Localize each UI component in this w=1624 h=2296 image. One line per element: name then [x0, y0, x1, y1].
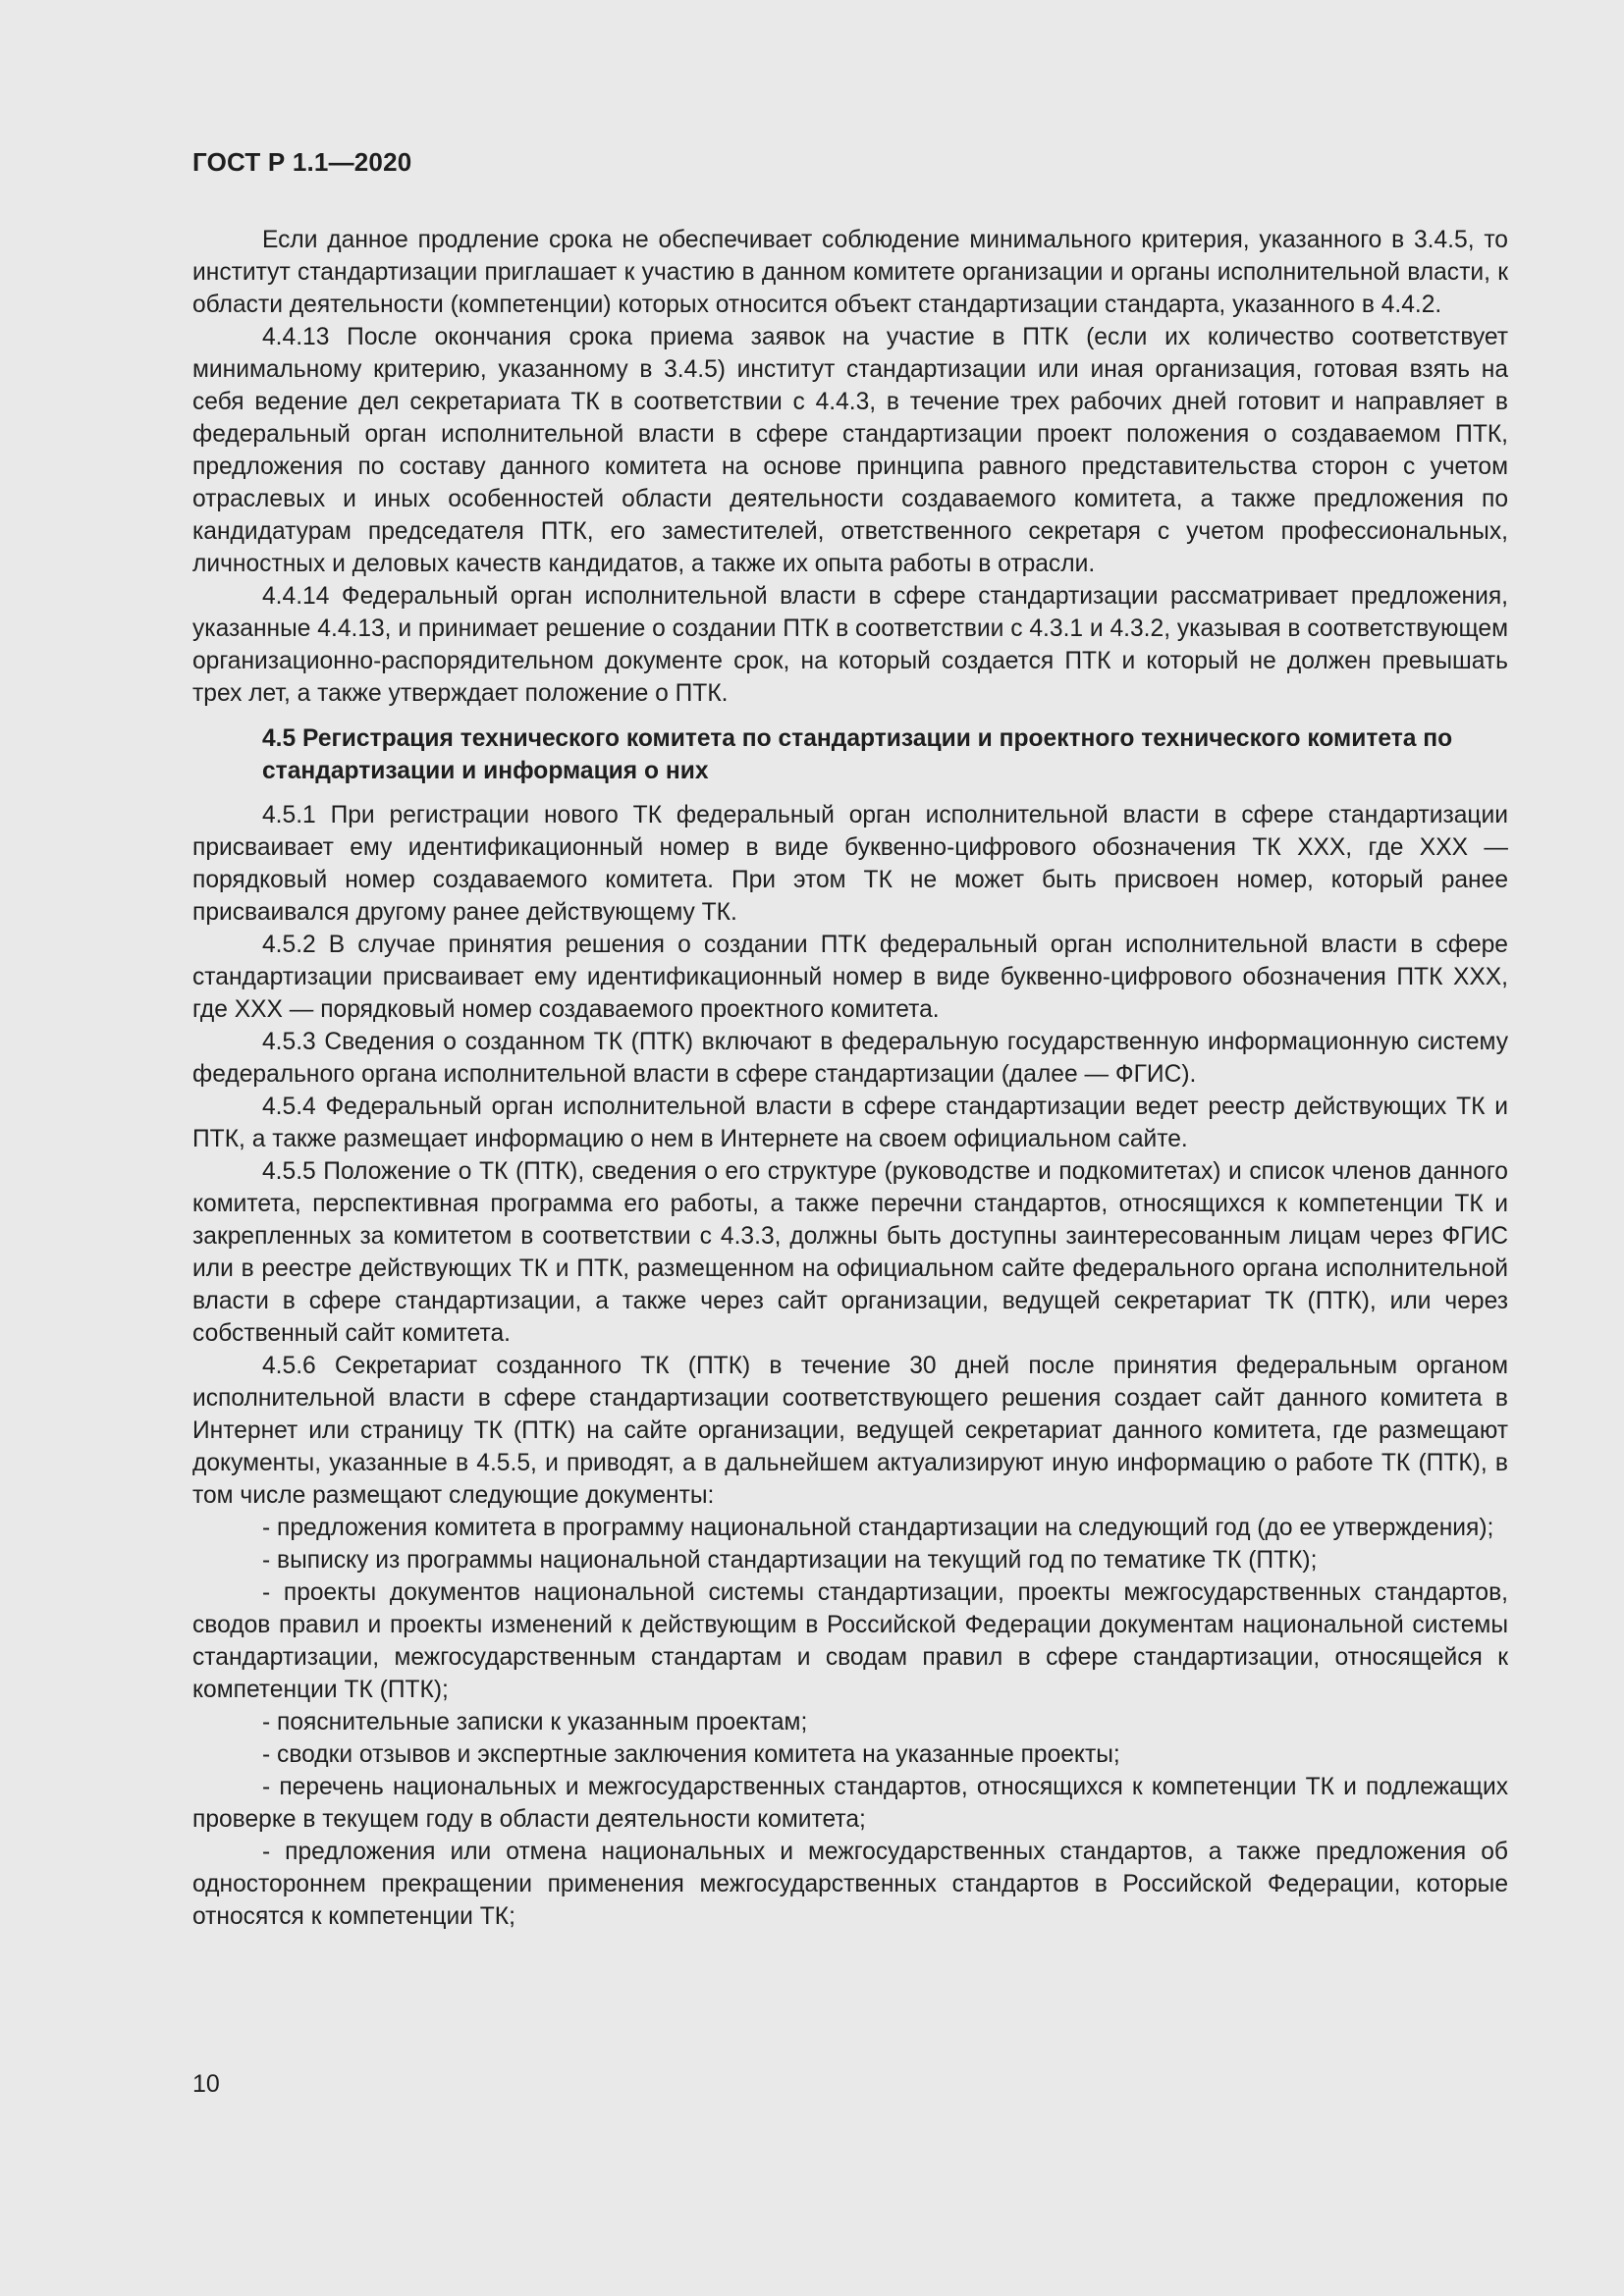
paragraph: 4.5.4 Федеральный орган исполнительной власти в сфере стандартизации ведет реестр действующих ТК и ПТК, а также размещает информацию о нем в Интернете на своем официальном сайте. [192, 1094, 1508, 1152]
paragraph: 4.4.13 После окончания срока приема заявок на участие в ПТК (если их количество соответствует минимальному критерию, указанному в 3.4.5) институт стандартизации или иная организация, готовая взять на себя ведение дел секретариата ТК в соответствии с 4.4.3, в течение трех рабочих дней готовит и направляет в федеральный орган исполнительной власти в сфере стандартизации проект положения о создаваемом ПТК, предложения по составу данного комитета на основе принципа равного представительства сторон с учетом отраслевых и иных особенностей области деятельности создаваемого комитета, а также предложения по кандидатурам председателя ПТК, его заместителей, ответственного секретаря с учетом профессиональных, личностных и деловых качеств кандидатов, а также их опыта работы в отрасли. [192, 324, 1508, 577]
page-number: 10 [192, 2070, 220, 2098]
paragraph: 4.5.3 Сведения о созданном ТК (ПТК) включают в федеральную государственную информационную систему федерального органа исполнительной власти в сфере стандартизации (далее — ФГИС). [192, 1029, 1508, 1088]
paragraph: 4.4.14 Федеральный орган исполнительной власти в сфере стандартизации рассматривает предложения, указанные 4.4.13, и принимает решение о создании ПТК в соответствии с 4.3.1 и 4.3.2, указывая в соответствующем организационно-распорядительном документе срок, на который создается ПТК и который не должен превышать трех лет, а также утверждает положение о ПТК. [192, 583, 1508, 707]
paragraph: 4.5.5 Положение о ТК (ПТК), сведения о его структуре (руководстве и подкомитетах) и список членов данного комитета, перспективная программа его работы, а также перечни стандартов, относящихся к компетенции ТК и закрепленных за комитетом в соответствии с 4.3.3, должны быть доступны заинтересованным лицам через ФГИС или в реестре действующих ТК и ПТК, размещенном на официальном сайте федерального органа исполнительной власти в сфере стандартизации, а также через сайт организации, ведущей секретариат ТК (ПТК), или через собственный сайт комитета. [192, 1158, 1508, 1347]
paragraph: 4.5.6 Секретариат созданного ТК (ПТК) в течение 30 дней после принятия федеральным органом исполнительной власти в сфере стандартизации соответствующего решения создает сайт данного комитета в Интернет или страницу ТК (ПТК) на сайте организации, ведущей секретариат данного комитета, где размещают документы, указанные в 4.5.5, и приводят, а в дальнейшем актуализируют иную информацию о работе ТК (ПТК), в том числе размещают следующие документы: [192, 1353, 1508, 1509]
list-item: - пояснительные записки к указанным проектам; [262, 1709, 808, 1735]
document-body [192, 224, 1508, 1933]
document-header: ГОСТ Р 1.1—2020 [192, 147, 412, 177]
list-item: - перечень национальных и межгосударственных стандартов, относящихся к компетенции ТК и подлежащих проверке в текущем году в области деятельности комитета; [192, 1774, 1508, 1833]
section-heading: 4.5 Регистрация технического комитета по стандартизации и проектного технического комитета по стандартизации и информация о них [262, 725, 1453, 784]
paragraph: Если данное продление срока не обеспечивает соблюдение минимального критерия, указанного в 3.4.5, то институт стандартизации приглашает к участию в данном комитете организации и органы исполнительной власти, к области деятельности (компетенции) которых относится объект стандартизации стандарта, указанного в 4.4.2. [192, 227, 1508, 318]
paragraph: 4.5.2 В случае принятия решения о создании ПТК федеральный орган исполнительной власти в сфере стандартизации присваивает ему идентификационный номер в виде буквенно-цифрового обозначения ПТК XXX, где XXX — порядковый номер создаваемого проектного комитета. [192, 932, 1508, 1023]
list-item: - выписку из программы национальной стандартизации на текущий год по тематике ТК (ПТК); [262, 1547, 1318, 1574]
paragraph: 4.5.1 При регистрации нового ТК федеральный орган исполнительной власти в сфере стандартизации присваивает ему идентификационный номер в виде буквенно-цифрового обозначения ТК XXX, где XXX — порядковый номер создаваемого комитета. При этом ТК не может быть присвоен номер, который ранее присваивался другому ранее действующему ТК. [192, 802, 1508, 926]
list-item: - предложения комитета в программу национальной стандартизации на следующий год (до ее утверждения); [262, 1515, 1494, 1541]
list-item: - сводки отзывов и экспертные заключения комитета на указанные проекты; [262, 1741, 1120, 1768]
list-item: - проекты документов национальной системы стандартизации, проекты межгосударственных стандартов, сводов правил и проекты изменений к действующим в Российской Федерации документам национальной системы стандартизации, межгосударственным стандартам и сводам правил в сфере стандартизации, относящейся к компетенции ТК (ПТК); [192, 1579, 1508, 1703]
list-item: - предложения или отмена национальных и межгосударственных стандартов, а также предложения об одностороннем прекращении применения межгосударственных стандартов в Российской Федерации, которые относятся к компетенции ТК; [192, 1839, 1508, 1930]
